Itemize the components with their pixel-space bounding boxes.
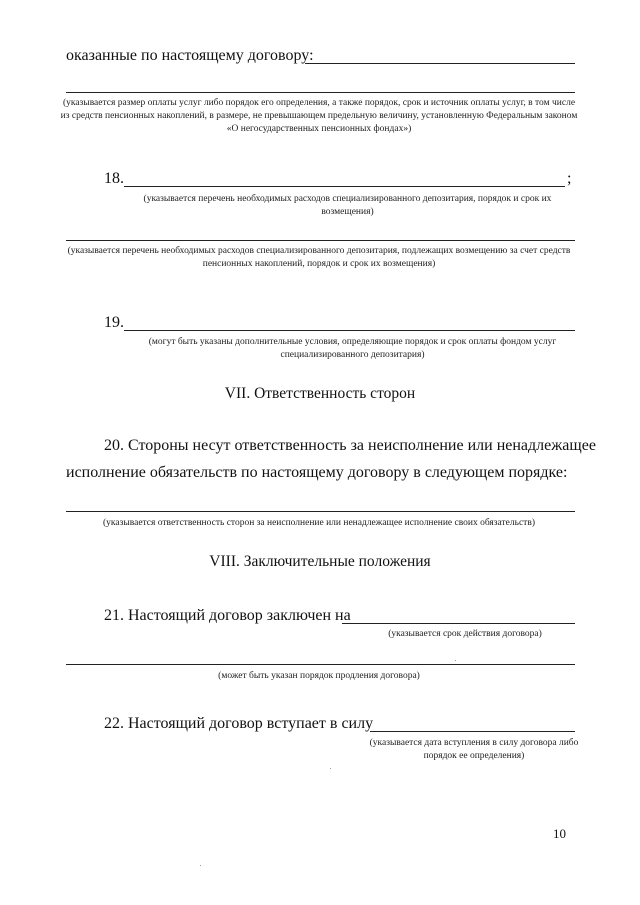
payment-lead-text: оказанные по настоящему договору: xyxy=(66,47,314,64)
item-18-note-b: (указывается перечень необходимых расходов специализированного депозитария, подлежащих возмещению за счет средств пенсионных накоплений, порядок и срок их возмещения) xyxy=(67,246,571,269)
section-7-heading: VII. Ответственность сторон xyxy=(224,385,416,402)
item-18-number: 18. xyxy=(104,170,124,187)
item-18-note-a: (указывается перечень необходимых расходов специализированного депозитария, порядок и срок их возмещения) xyxy=(143,194,552,217)
item-20-text-line-1: 20. Стороны несут ответственность за неисполнение или ненадлежащее xyxy=(104,437,596,454)
payment-blank-line-2 xyxy=(66,92,575,93)
item-21-note-a: (указывается срок действия договора) xyxy=(388,629,542,639)
item-19-blank-line xyxy=(124,330,575,331)
item-18-blank-line xyxy=(124,186,565,187)
item-21-text: 21. Настоящий договор заключен на xyxy=(104,607,351,624)
item-20-text-line-2: исполнение обязательств по настоящему договору в следующем порядке: xyxy=(66,464,568,481)
scan-speck xyxy=(330,768,331,769)
item-21-note-b: (может быть указан порядок продления договора) xyxy=(218,671,420,681)
page-number: 10 xyxy=(553,826,566,841)
item-19-number: 19. xyxy=(104,314,124,331)
item-18-semicolon: ; xyxy=(567,170,572,187)
item-18-blank-line-2 xyxy=(66,240,575,241)
item-21-blank-line xyxy=(342,623,575,624)
scan-speck xyxy=(200,865,201,866)
item-20-note: (указывается ответственность сторон за неисполнение или ненадлежащее исполнение своих обязательств) xyxy=(103,518,535,528)
item-22-note: (указывается дата вступления в силу договора либо порядок ее определения) xyxy=(369,738,579,761)
item-22-blank-line xyxy=(370,731,575,732)
payment-note: (указывается размер оплаты услуг либо порядок его определения, а также порядок, срок и источник оплаты услуг, в том числе из средств пенсионных накоплений, в размере, не превышающем предельную величину, установленную Федеральным законом «О негосударственных пенсионных фондах») xyxy=(60,98,578,134)
scan-speck xyxy=(455,660,456,661)
payment-blank-line xyxy=(305,63,575,64)
item-22-text: 22. Настоящий договор вступает в силу xyxy=(104,715,374,732)
item-21-blank-line-2 xyxy=(66,664,575,665)
item-19-note: (могут быть указаны дополнительные условия, определяющие порядок и срок оплаты фондом услуг специализированного депозитария) xyxy=(148,337,557,360)
item-20-blank-line xyxy=(66,511,575,512)
section-8-heading: VIII. Заключительные положения xyxy=(209,553,431,570)
